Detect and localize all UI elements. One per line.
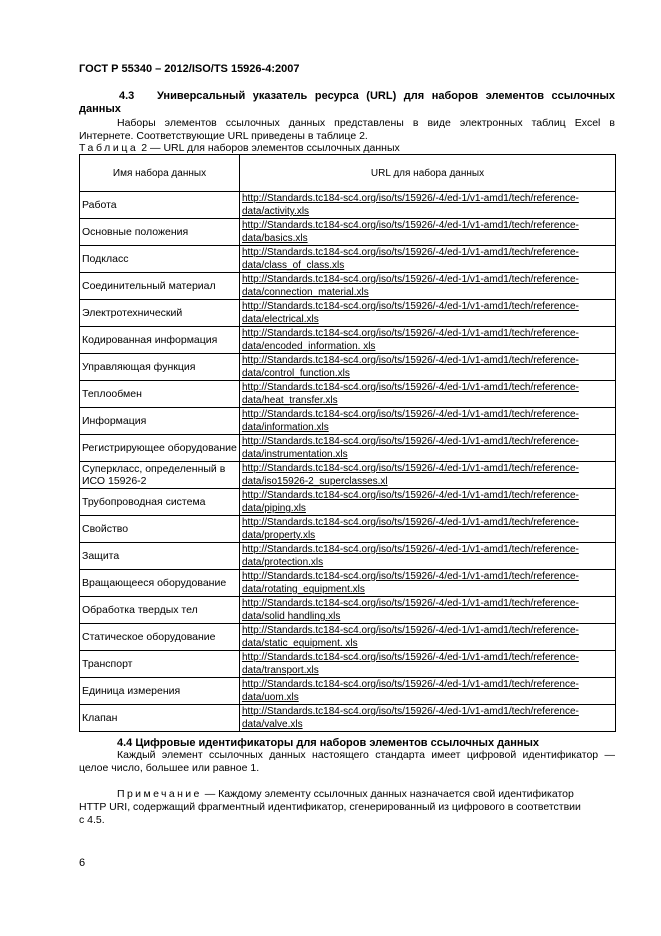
dataset-url-line2[interactable]: data/uom.xls — [242, 692, 299, 703]
section-4-4-para-line2: целое число, большее или равное 1. — [79, 762, 260, 774]
dataset-url-cell[interactable] — [240, 327, 616, 354]
table-row — [80, 327, 616, 354]
dataset-url-line1[interactable]: http://Standards.tc184-sc4.org/iso/ts/15926/-4/ed-1/v1-amd1/tech/reference- — [242, 409, 579, 420]
note-line1 — [117, 788, 615, 801]
table-row — [80, 651, 616, 678]
dataset-url-line1[interactable]: http://Standards.tc184-sc4.org/iso/ts/15926/-4/ed-1/v1-amd1/tech/reference- — [242, 517, 579, 528]
table-row — [80, 246, 616, 273]
dataset-url-line1[interactable]: http://Standards.tc184-sc4.org/iso/ts/15926/-4/ed-1/v1-amd1/tech/reference- — [242, 490, 579, 501]
table-row — [80, 597, 616, 624]
dataset-url-line1[interactable]: http://Standards.tc184-sc4.org/iso/ts/15926/-4/ed-1/v1-amd1/tech/reference- — [242, 544, 579, 555]
dataset-url-cell[interactable] — [240, 543, 616, 570]
dataset-url-line1[interactable]: http://Standards.tc184-sc4.org/iso/ts/15926/-4/ed-1/v1-amd1/tech/reference- — [242, 220, 579, 231]
table-row — [80, 543, 616, 570]
section-number: 4.3 — [119, 90, 135, 102]
url-table — [79, 154, 616, 732]
note-line1-text: — Каждому элементу ссылочных данных назначается свой идентификатор — [204, 788, 574, 800]
section-4-3-para-line1: Наборы элементов ссылочных данных представлены в виде электронных таблиц Excel в — [117, 117, 615, 129]
dataset-url-line2[interactable]: data/instrumentation.xls — [242, 449, 348, 460]
dataset-url-line2[interactable]: data/information.xls — [242, 422, 329, 433]
dataset-url-line1[interactable]: http://Standards.tc184-sc4.org/iso/ts/15926/-4/ed-1/v1-amd1/tech/reference- — [242, 382, 579, 393]
table-row — [80, 516, 616, 543]
dataset-url-line1[interactable]: http://Standards.tc184-sc4.org/iso/ts/15926/-4/ed-1/v1-amd1/tech/reference- — [242, 706, 579, 717]
dataset-url-cell[interactable] — [240, 219, 616, 246]
dataset-url-line1[interactable]: http://Standards.tc184-sc4.org/iso/ts/15926/-4/ed-1/v1-amd1/tech/reference- — [242, 625, 579, 636]
dataset-name-cell: Единица измерения — [80, 678, 240, 705]
section-title-line1: Универсальный указатель ресурса (URL) для наборов элементов ссылочных — [157, 90, 615, 102]
dataset-url-cell[interactable] — [240, 678, 616, 705]
dataset-url-line1[interactable]: http://Standards.tc184-sc4.org/iso/ts/15926/-4/ed-1/v1-amd1/tech/reference- — [242, 598, 579, 609]
dataset-name-cell: Суперкласс, определенный в ИСО 15926-2 — [80, 462, 240, 489]
table-row — [80, 408, 616, 435]
dataset-url-cell[interactable] — [240, 300, 616, 327]
dataset-url-line2[interactable]: data/heat_transfer.xls — [242, 395, 338, 406]
dataset-name-cell: Регистрирующее оборудование — [80, 435, 240, 462]
table-row — [80, 624, 616, 651]
note-label: Примечание — [117, 788, 202, 800]
dataset-name-cell: Транспорт — [80, 651, 240, 678]
dataset-url-line2[interactable]: data/property.xls — [242, 530, 316, 541]
dataset-url-line2[interactable]: data/iso15926-2_superclasses.xl — [242, 476, 388, 487]
dataset-url-line1[interactable]: http://Standards.tc184-sc4.org/iso/ts/15926/-4/ed-1/v1-amd1/tech/reference- — [242, 247, 579, 258]
dataset-name-cell: Свойство — [80, 516, 240, 543]
dataset-url-line1[interactable]: http://Standards.tc184-sc4.org/iso/ts/15926/-4/ed-1/v1-amd1/tech/reference- — [242, 436, 579, 447]
dataset-url-cell[interactable] — [240, 273, 616, 300]
dataset-url-line2[interactable]: data/class_of_class.xls — [242, 260, 345, 271]
dataset-url-line2[interactable]: data/encoded_information. xls — [242, 341, 376, 352]
dataset-name-cell: Основные положения — [80, 219, 240, 246]
dataset-name-cell: Статическое оборудование — [80, 624, 240, 651]
dataset-url-cell[interactable] — [240, 489, 616, 516]
dataset-url-cell[interactable] — [240, 705, 616, 732]
dataset-name-cell: Подкласс — [80, 246, 240, 273]
dataset-url-cell[interactable] — [240, 354, 616, 381]
dataset-name-cell: Управляющая функция — [80, 354, 240, 381]
section-title-line2: данных — [79, 103, 121, 115]
dataset-url-line1[interactable]: http://Standards.tc184-sc4.org/iso/ts/15926/-4/ed-1/v1-amd1/tech/reference- — [242, 571, 579, 582]
dataset-url-line1[interactable]: http://Standards.tc184-sc4.org/iso/ts/15926/-4/ed-1/v1-amd1/tech/reference- — [242, 355, 579, 366]
dataset-url-cell[interactable] — [240, 516, 616, 543]
dataset-url-cell[interactable] — [240, 408, 616, 435]
dataset-url-cell[interactable] — [240, 192, 616, 219]
section-4-4-para-line1: Каждый элемент ссылочных данных настоящего стандарта имеет цифровой идентификатор — — [117, 749, 615, 761]
dataset-name-cell: Работа — [80, 192, 240, 219]
table-row — [80, 219, 616, 246]
dataset-url-cell[interactable] — [240, 381, 616, 408]
table-row — [80, 462, 616, 489]
table-row — [80, 192, 616, 219]
dataset-name-cell: Трубопроводная система — [80, 489, 240, 516]
dataset-name-cell: Обработка твердых тел — [80, 597, 240, 624]
column-header-name: Имя набора данных — [80, 155, 240, 192]
dataset-url-line2[interactable]: data/piping.xls — [242, 503, 306, 514]
dataset-url-cell[interactable] — [240, 570, 616, 597]
dataset-url-line2[interactable]: data/activity.xls — [242, 206, 310, 217]
dataset-url-line1[interactable]: http://Standards.tc184-sc4.org/iso/ts/15926/-4/ed-1/v1-amd1/tech/reference- — [242, 652, 579, 663]
dataset-url-line2[interactable]: data/basics.xls — [242, 233, 308, 244]
dataset-url-cell[interactable] — [240, 651, 616, 678]
dataset-url-cell[interactable] — [240, 246, 616, 273]
dataset-url-line2[interactable]: data/valve.xls — [242, 719, 303, 730]
table-row — [80, 381, 616, 408]
table-row — [80, 354, 616, 381]
dataset-url-line2[interactable]: data/solid handling.xls — [242, 611, 341, 622]
table-row — [80, 435, 616, 462]
table-row — [80, 273, 616, 300]
dataset-url-line2[interactable]: data/transport.xls — [242, 665, 319, 676]
table-row — [80, 678, 616, 705]
page-number: 6 — [79, 857, 86, 869]
dataset-name-cell: Клапан — [80, 705, 240, 732]
dataset-name-cell: Информация — [80, 408, 240, 435]
dataset-name-cell: Вращающееся оборудование — [80, 570, 240, 597]
dataset-url-line2[interactable]: data/protection.xls — [242, 557, 324, 568]
table-row — [80, 489, 616, 516]
dataset-url-line2[interactable]: data/rotating_equipment.xls — [242, 584, 365, 595]
section-4-3-para-line2: Интернете. Соответствующие URL приведены в таблице 2. — [79, 130, 368, 142]
dataset-url-line2[interactable]: data/electrical.xls — [242, 314, 319, 325]
dataset-name-cell: Кодированная информация — [80, 327, 240, 354]
dataset-name-cell: Теплообмен — [80, 381, 240, 408]
dataset-url-line2[interactable]: data/control_function.xls — [242, 368, 350, 379]
dataset-name-cell: Защита — [80, 543, 240, 570]
dataset-url-line2[interactable]: data/connection_material.xls — [242, 287, 369, 298]
dataset-url-line1[interactable]: http://Standards.tc184-sc4.org/iso/ts/15926/-4/ed-1/v1-amd1/tech/reference- — [242, 463, 579, 474]
table-caption — [79, 142, 400, 154]
section-4-4-heading: 4.4 Цифровые идентификаторы для наборов элементов ссылочных данных — [117, 737, 540, 749]
dataset-url-line1[interactable]: http://Standards.tc184-sc4.org/iso/ts/15926/-4/ed-1/v1-amd1/tech/reference- — [242, 328, 579, 339]
table-caption-label: Таблица — [79, 142, 139, 154]
note-line2: HTTP URI, содержащий фрагментный идентификатор, сгенерированный из цифрового в соответствии — [79, 801, 581, 813]
dataset-name-cell: Соединительный материал — [80, 273, 240, 300]
table-row — [80, 570, 616, 597]
table-row — [80, 300, 616, 327]
dataset-url-line1[interactable]: http://Standards.tc184-sc4.org/iso/ts/15926/-4/ed-1/v1-amd1/tech/reference- — [242, 301, 579, 312]
table-row — [80, 705, 616, 732]
dataset-url-line1[interactable]: http://Standards.tc184-sc4.org/iso/ts/15926/-4/ed-1/v1-amd1/tech/reference- — [242, 679, 579, 690]
column-header-url: URL для набора данных — [240, 155, 616, 192]
dataset-url-line1[interactable]: http://Standards.tc184-sc4.org/iso/ts/15926/-4/ed-1/v1-amd1/tech/reference- — [242, 193, 579, 204]
dataset-url-cell[interactable] — [240, 624, 616, 651]
dataset-url-cell[interactable] — [240, 462, 616, 489]
dataset-url-line2[interactable]: data/static_equipment. xls — [242, 638, 358, 649]
dataset-url-cell[interactable] — [240, 435, 616, 462]
dataset-url-line1[interactable]: http://Standards.tc184-sc4.org/iso/ts/15926/-4/ed-1/v1-amd1/tech/reference- — [242, 274, 579, 285]
table-caption-text: 2 — URL для наборов элементов ссылочных данных — [141, 142, 400, 154]
dataset-url-cell[interactable] — [240, 597, 616, 624]
dataset-name-cell: Электротехнический — [80, 300, 240, 327]
note-line3: с 4.5. — [79, 814, 105, 826]
document-header: ГОСТ Р 55340 – 2012/ISO/TS 15926-4:2007 — [79, 63, 300, 75]
